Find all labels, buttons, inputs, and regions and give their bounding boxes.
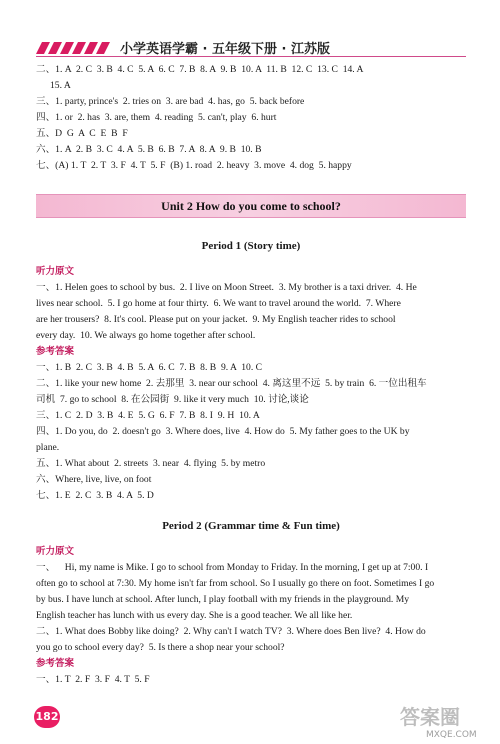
answer-line: 一、1. T 2. F 3. F 4. T 5. F — [36, 674, 150, 685]
period-2-listening — [36, 560, 466, 656]
period-1-listening — [36, 280, 466, 344]
listening-line: English teacher has lunch with us every day. She is a good teacher. We all like her. — [36, 610, 353, 621]
answer-line: 15. A — [50, 80, 71, 91]
listening-line: are her trousers? 8. It's cool. Please put on your jacket. 9. My English teacher rides to school — [36, 314, 396, 325]
answer-line: 五、1. What about 2. streets 3. near 4. flying 5. by metro — [36, 458, 266, 469]
unit-title: Unit 2 How do you come to school? — [161, 199, 341, 213]
previous-unit-answers — [36, 62, 466, 174]
header-stripes-decoration — [36, 42, 114, 54]
answer-line: 三、1. party, prince's 2. tries on 3. are bad 4. has, go 5. back before — [36, 96, 305, 107]
answer-content — [36, 62, 466, 688]
book-title: 小学英语学霸 · 五年级下册 · 江苏版 — [120, 42, 330, 57]
answer-line: 七、(A) 1. T 2. T 3. F 4. T 5. F (B) 1. road 2. heavy 3. move 4. dog 5. happy — [36, 160, 352, 171]
answer-line: 三、1. C 2. D 3. B 4. E 5. G 6. F 7. B 8. I 9. H 10. A — [36, 410, 260, 421]
period-2-title: Period 2 (Grammar time & Fun time) — [162, 520, 340, 532]
answer-line: 七、1. E 2. C 3. B 4. A 5. D — [36, 490, 154, 501]
answer-key-label: 参考答案 — [36, 346, 75, 357]
listening-script-label: 听力原文 — [36, 546, 75, 557]
answer-line: 四、1. Do you, do 2. doesn't go 3. Where does, live 4. How do 5. My father goes to the UK by — [36, 426, 410, 437]
page-header — [0, 0, 500, 60]
answer-line: 五、D G A C E B F — [36, 128, 128, 139]
answer-line: 二、1. A 2. C 3. B 4. C 5. A 6. C 7. B 8. A 9. B 10. A 11. B 12. C 13. C 14. A — [36, 64, 364, 75]
period-1-answers — [36, 360, 466, 504]
listening-line: by bus. I have lunch at school. After lunch, I play football with my friends in the playground. My — [36, 594, 410, 605]
svg-text:答案圈: 答案圈 — [400, 705, 460, 729]
answer-line: plane. — [36, 442, 60, 453]
answer-line: 六、1. A 2. B 3. C 4. A 5. B 6. B 7. A 8. A 9. B 10. B — [36, 144, 262, 155]
answer-line: 六、Where, live, live, on foot — [36, 474, 152, 485]
answer-line: 二、1. like your new home 2. 去那里 3. near our school 4. 离这里不远 5. by train 6. 一位出租车 — [36, 378, 427, 389]
listening-line: 二、1. What does Bobby like doing? 2. Why can't I watch TV? 3. Where does Ben live? 4. How do — [36, 626, 426, 637]
answer-line: 四、1. or 2. has 3. are, them 4. reading 5. can't, play 6. hurt — [36, 112, 277, 123]
listening-line: you go to school every day? 5. Is there a shop near your school? — [36, 642, 285, 653]
answer-line: 司机 7. go to school 8. 在公园街 9. like it very much 10. 讨论,谈论 — [36, 394, 309, 405]
listening-line: 一、1. Helen goes to school by bus. 2. I live on Moon Street. 3. My brother is a taxi driver. 4. He — [36, 282, 417, 293]
listening-line: often go to school at 7:30. My home isn't far from school. So I usually go there on foot. Sometimes I go — [36, 578, 435, 589]
answer-line: 一、1. B 2. C 3. B 4. B 5. A 6. C 7. B 8. B 9. A 10. C — [36, 362, 263, 373]
answer-key-label: 参考答案 — [36, 658, 75, 669]
listening-line: lives near school. 5. I go home at four thirty. 6. We want to travel around the world. 7. Where — [36, 298, 401, 309]
listening-line: 一、 Hi, my name is Mike. I go to school from Monday to Friday. In the morning, I get up at 7:00. I — [36, 562, 429, 573]
page-number-badge: 182 — [34, 706, 60, 728]
listening-script-label: 听力原文 — [36, 266, 75, 277]
period-1-title: Period 1 (Story time) — [201, 240, 301, 252]
period-2-answers — [36, 672, 466, 688]
unit-banner — [36, 194, 466, 218]
listening-line: every day. 10. We always go home together after school. — [36, 330, 256, 341]
header-divider — [36, 56, 466, 57]
svg-text:MXQE.COM: MXQE.COM — [426, 730, 477, 740]
watermark-logo — [396, 700, 496, 740]
